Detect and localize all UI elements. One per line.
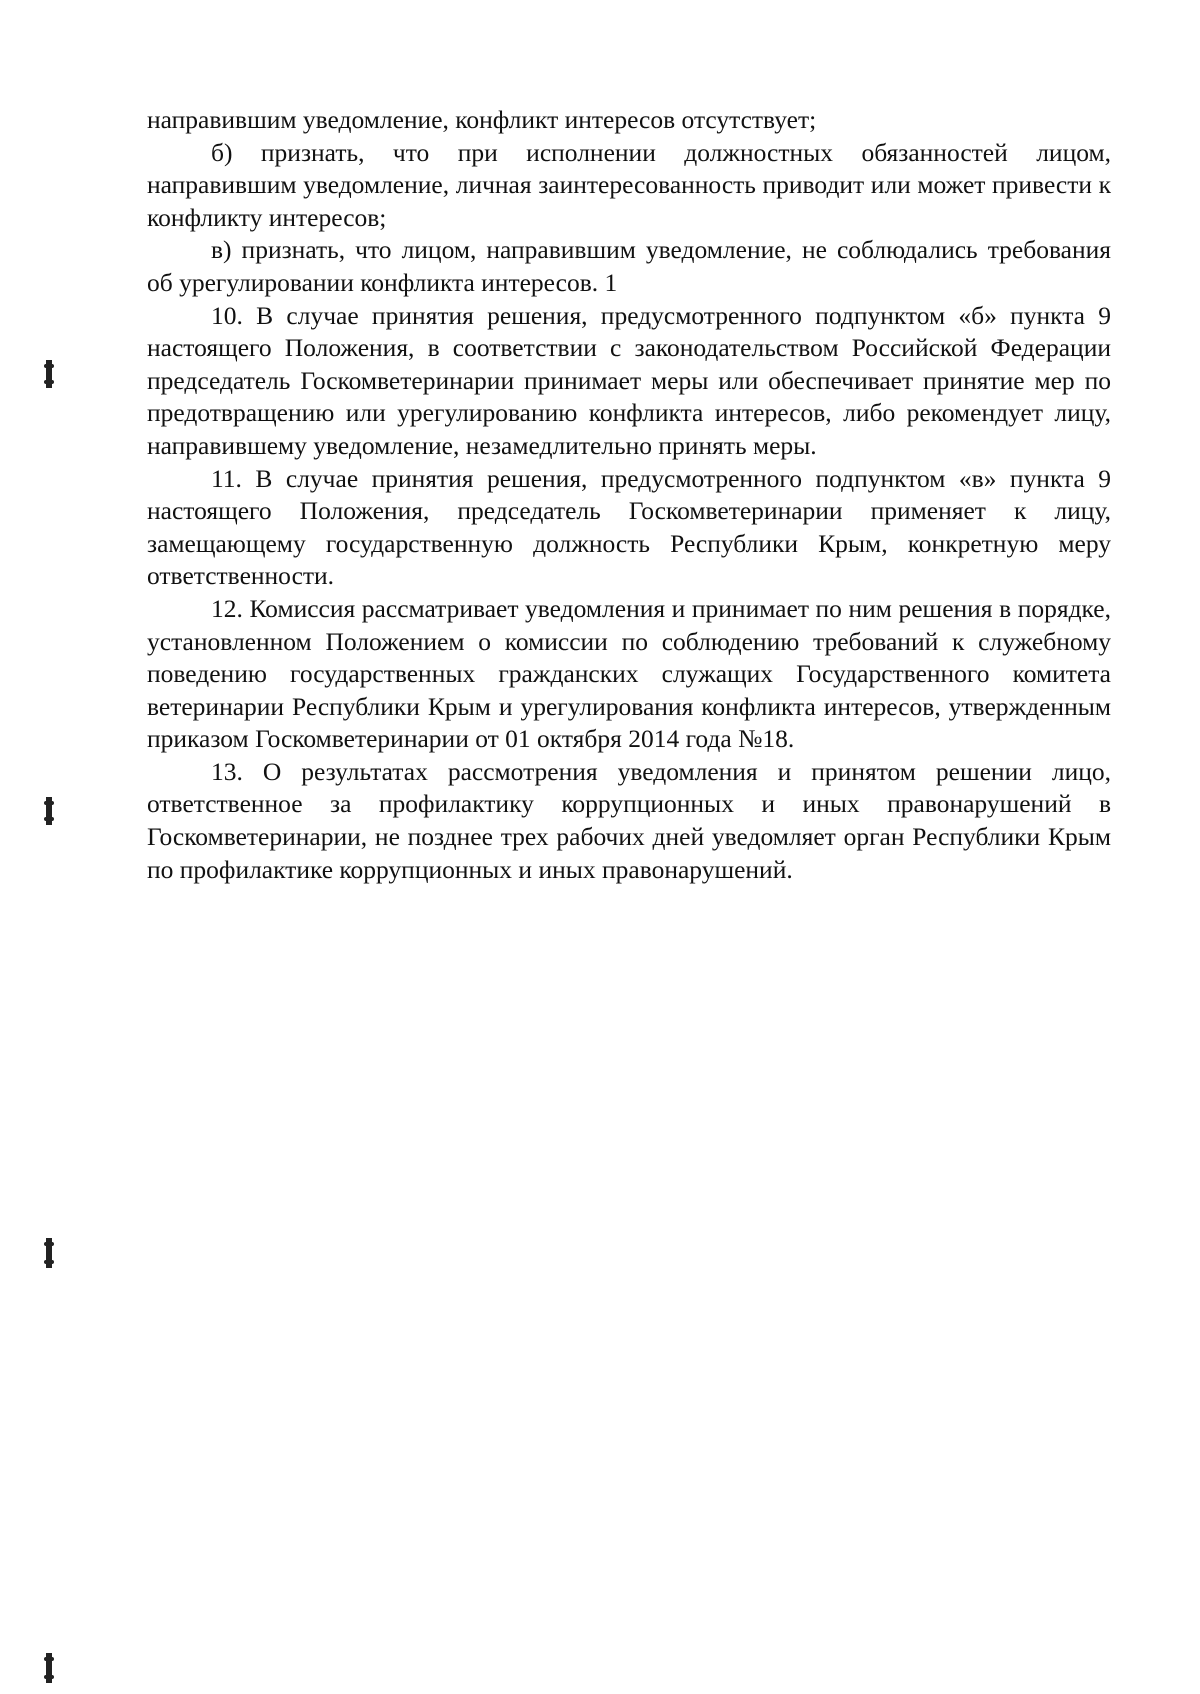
paragraph-13: 13. О результатах рассмотрения уведомления и принятом решении лицо, ответственное за профилактику коррупционных и иных правонарушений в Госкомветеринарии, не позднее трех рабочих дней уведомляет орган Республики Крым по профилактике коррупционных и иных правонарушений. (147, 756, 1111, 884)
binding-hole-mark (46, 1653, 52, 1683)
paragraph-10: 10. В случае принятия решения, предусмотренного подпунктом «б» пункта 9 настоящего Положения, в соответствии с законодательством Российской Федерации председатель Госкомветеринарии принимает меры или обеспечивает принятие мер по предотвращению или урегулированию конфликта интересов, либо рекомендует лицу, направившему уведомление, незамедлительно принять меры. (147, 300, 1111, 460)
paragraph-continuation: направившим уведомление, конфликт интересов отсутствует; (147, 105, 817, 134)
document-body (147, 104, 1111, 886)
binding-hole-mark (46, 360, 52, 388)
binding-hole-mark (46, 1238, 52, 1268)
paragraph-11: 11. В случае принятия решения, предусмотренного подпунктом «в» пункта 9 настоящего Положения, председатель Госкомветеринарии применяет к лицу, замещающему государственную должность Республики Крым, конкретную меру ответственности. (147, 463, 1111, 591)
paragraph-item-b: б) признать, что при исполнении должностных обязанностей лицом, направившим уведомление, личная заинтересованность приводит или может привести к конфликту интересов; (147, 137, 1111, 232)
paragraph-12: 12. Комиссия рассматривает уведомления и принимает по ним решения в порядке, установленном Положением о комиссии по соблюдению требований к служебному поведению государственных гражданских служащих Государственного комитета ветеринарии Республики Крым и урегулирования конфликта интересов, утвержденным приказом Госкомветеринарии от 01 октября 2014 года №18. (147, 593, 1111, 754)
paragraph-item-v: в) признать, что лицом, направившим уведомление, не соблюдались требования об урегулировании конфликта интересов. 1 (147, 235, 1111, 297)
binding-hole-mark (46, 797, 52, 825)
